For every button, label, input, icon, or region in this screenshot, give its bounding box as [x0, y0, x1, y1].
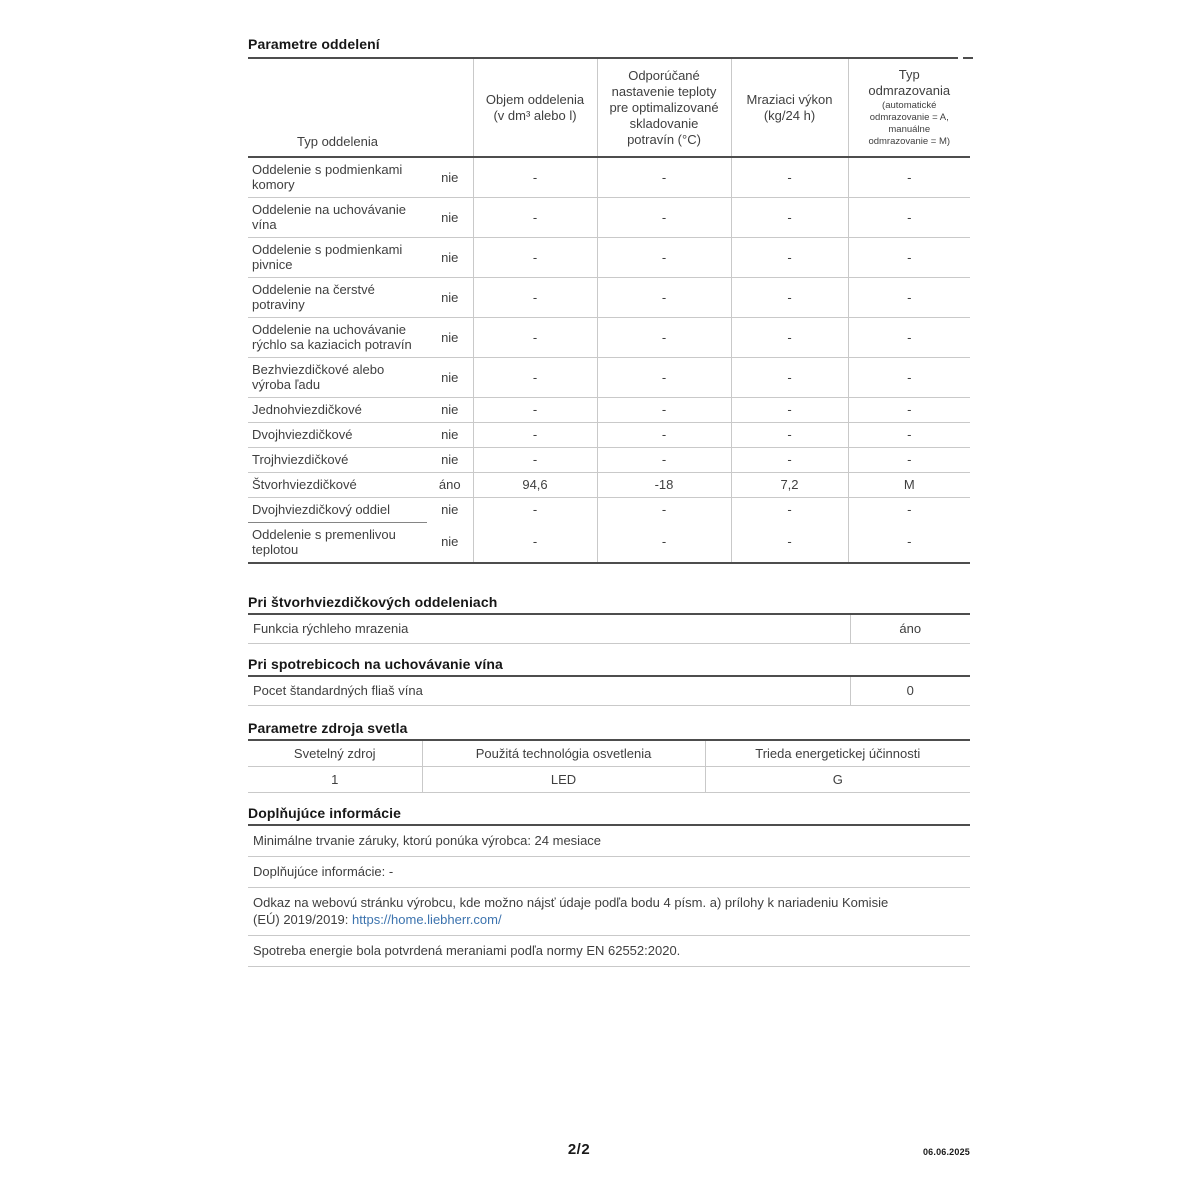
- light-source-count: 1: [248, 767, 422, 793]
- light-source-header-row: [248, 740, 970, 767]
- compartment-capacity: 7,2: [731, 473, 848, 498]
- compartment-present: nie: [427, 358, 473, 398]
- compartment-label: Jednohviezdičkové: [248, 398, 427, 423]
- compartment-defrost: -: [848, 238, 970, 278]
- section-compartments: [248, 36, 970, 564]
- compartment-label: Trojhviezdičkové: [248, 448, 427, 473]
- rule-segment: [248, 57, 958, 59]
- section-wine: [248, 656, 970, 706]
- compartment-defrost: -: [848, 448, 970, 473]
- column-header-type: Typ oddelenia: [248, 59, 427, 157]
- compartment-label: Štvorhviezdičkové: [248, 473, 427, 498]
- row-label: Funkcia rýchleho mrazenia: [248, 614, 850, 644]
- section-title-compartments: Parametre oddelení: [248, 36, 380, 52]
- compartment-volume: -: [473, 498, 597, 523]
- column-header-energy-class: Trieda energetickej účinnosti: [705, 740, 970, 767]
- compartment-present: nie: [427, 238, 473, 278]
- compartment-temp: -18: [597, 473, 731, 498]
- table-row: [248, 423, 970, 448]
- compartment-volume: -: [473, 198, 597, 238]
- compartment-volume: -: [473, 278, 597, 318]
- row-value: áno: [850, 614, 970, 644]
- four-star-table: [248, 613, 970, 644]
- compartment-temp: -: [597, 157, 731, 198]
- wine-table: [248, 675, 970, 706]
- compartment-temp: -: [597, 448, 731, 473]
- compartment-temp: -: [597, 358, 731, 398]
- compartment-present: nie: [427, 318, 473, 358]
- info-row-website: [248, 888, 970, 936]
- info-row-warranty: Minimálne trvanie záruky, ktorú ponúka výrobca: 24 mesiace: [248, 826, 970, 857]
- table-row: [248, 448, 970, 473]
- table-row: [248, 157, 970, 198]
- compartment-temp: -: [597, 423, 731, 448]
- light-source-value-row: [248, 767, 970, 793]
- section-title-four-star: Pri štvorhviezdičkových oddeleniach: [248, 594, 498, 610]
- column-header-volume: Objem oddelenia (v dm³ alebo l): [473, 59, 597, 157]
- compartment-volume: -: [473, 423, 597, 448]
- table-row: [248, 614, 970, 644]
- section-four-star: [248, 594, 970, 644]
- info-row-energy-note: Spotreba energie bola potvrdená meraniami podľa normy EN 62552:2020.: [248, 936, 970, 967]
- column-header-temperature: Odporúčané nastavenie teploty pre optimalizované skladovanie potravín (°C): [597, 59, 731, 157]
- table-row: [248, 498, 970, 523]
- compartment-volume: -: [473, 523, 597, 564]
- compartment-capacity: -: [731, 278, 848, 318]
- compartment-capacity: -: [731, 448, 848, 473]
- column-header-light-source: Svetelný zdroj: [248, 740, 422, 767]
- compartment-present: nie: [427, 157, 473, 198]
- compartment-capacity: -: [731, 523, 848, 564]
- section-additional-info: [248, 805, 970, 967]
- compartment-table-body: [248, 157, 970, 563]
- compartment-defrost: -: [848, 358, 970, 398]
- compartment-volume: -: [473, 157, 597, 198]
- column-header-defrost: [848, 59, 970, 157]
- compartment-defrost: -: [848, 278, 970, 318]
- column-header-defrost-title: Typ odmrazovania: [868, 67, 951, 98]
- compartment-volume: -: [473, 358, 597, 398]
- column-header-defrost-note: (automatické odmrazovanie = A, manuálne odmrazovanie = M): [868, 100, 951, 147]
- compartment-defrost: -: [848, 523, 970, 564]
- table-row: [248, 676, 970, 706]
- compartment-capacity: -: [731, 498, 848, 523]
- compartment-temp: -: [597, 498, 731, 523]
- compartment-temp: -: [597, 198, 731, 238]
- compartment-temp: -: [597, 318, 731, 358]
- compartment-volume: -: [473, 238, 597, 278]
- table-row: [248, 358, 970, 398]
- compartment-capacity: -: [731, 238, 848, 278]
- compartment-label: Oddelenie s premenlivou teplotou: [248, 523, 427, 564]
- column-header-light-technology: Použitá technológia osvetlenia: [422, 740, 705, 767]
- compartment-label: Bezhviezdičkové alebo výroba ľadu: [248, 358, 427, 398]
- section-title-light-source: Parametre zdroja svetla: [248, 720, 408, 736]
- row-label: Pocet štandardných fliaš vína: [248, 676, 850, 706]
- section-light-source: [248, 720, 970, 793]
- compartment-capacity: -: [731, 157, 848, 198]
- compartment-defrost: -: [848, 198, 970, 238]
- compartment-present: nie: [427, 398, 473, 423]
- compartment-present: nie: [427, 198, 473, 238]
- compartment-capacity: -: [731, 198, 848, 238]
- footer-date: 06.06.2025: [922, 1147, 970, 1157]
- compartment-header-row: [248, 59, 970, 157]
- page-number: 2/2: [567, 1141, 591, 1158]
- compartment-defrost: -: [848, 423, 970, 448]
- compartment-volume: -: [473, 398, 597, 423]
- compartment-label: Dvojhviezdičkový oddiel: [248, 498, 427, 523]
- compartment-temp: -: [597, 238, 731, 278]
- energy-class-value: G: [705, 767, 970, 793]
- compartment-capacity: -: [731, 358, 848, 398]
- compartment-present: nie: [427, 278, 473, 318]
- compartment-present: nie: [427, 523, 473, 564]
- compartment-temp: -: [597, 398, 731, 423]
- light-technology-value: LED: [422, 767, 705, 793]
- compartment-temp: -: [597, 523, 731, 564]
- compartment-volume: -: [473, 448, 597, 473]
- compartment-defrost: M: [848, 473, 970, 498]
- table-row: [248, 318, 970, 358]
- compartment-label: Oddelenie na uchovávanie rýchlo sa kaziacich potravín: [248, 318, 427, 358]
- compartment-label: Dvojhviezdičkové: [248, 423, 427, 448]
- compartment-capacity: -: [731, 398, 848, 423]
- row-value: 0: [850, 676, 970, 706]
- compartment-defrost: -: [848, 498, 970, 523]
- compartment-label: Oddelenie na čerstvé potraviny: [248, 278, 427, 318]
- website-row-line1: Odkaz na webovú stránku výrobcu, kde možno nájsť údaje podľa bodu 4 písm. a) prílohy k nariadeniu Komisie: [253, 895, 889, 910]
- rule-dash: [963, 57, 973, 59]
- compartment-label: Oddelenie s podmienkami komory: [248, 157, 427, 198]
- compartment-defrost: -: [848, 398, 970, 423]
- compartment-capacity: -: [731, 318, 848, 358]
- info-row-additional: Doplňujúce informácie: -: [248, 857, 970, 888]
- table-row: [248, 473, 970, 498]
- compartment-defrost: -: [848, 318, 970, 358]
- column-header-present: [427, 59, 473, 157]
- compartment-label: Oddelenie s podmienkami pivnice: [248, 238, 427, 278]
- column-header-freezing-capacity: Mraziaci výkon (kg/24 h): [731, 59, 848, 157]
- compartment-label: Oddelenie na uchovávanie vína: [248, 198, 427, 238]
- table-row: [248, 238, 970, 278]
- section-title-wine: Pri spotrebicoch na uchovávanie vína: [248, 656, 503, 672]
- website-row-line2-prefix: (EÚ) 2019/2019:: [253, 912, 353, 927]
- table-row: [248, 198, 970, 238]
- compartment-present: nie: [427, 448, 473, 473]
- compartment-present: nie: [427, 423, 473, 448]
- manufacturer-website-link[interactable]: https://home.liebherr.com/: [352, 912, 502, 927]
- compartment-table: [248, 59, 970, 564]
- additional-info-list: [248, 824, 970, 967]
- table-row: [248, 278, 970, 318]
- title-rule: [248, 57, 970, 59]
- compartment-volume: -: [473, 318, 597, 358]
- compartment-temp: -: [597, 278, 731, 318]
- page-content: [248, 0, 970, 967]
- compartment-defrost: -: [848, 157, 970, 198]
- light-source-table: [248, 739, 970, 793]
- section-title-additional-info: Doplňujúce informácie: [248, 805, 402, 821]
- table-row: [248, 398, 970, 423]
- compartment-volume: 94,6: [473, 473, 597, 498]
- compartment-present: áno: [427, 473, 473, 498]
- compartment-present: nie: [441, 502, 459, 518]
- compartment-capacity: -: [731, 423, 848, 448]
- table-row: [248, 523, 970, 564]
